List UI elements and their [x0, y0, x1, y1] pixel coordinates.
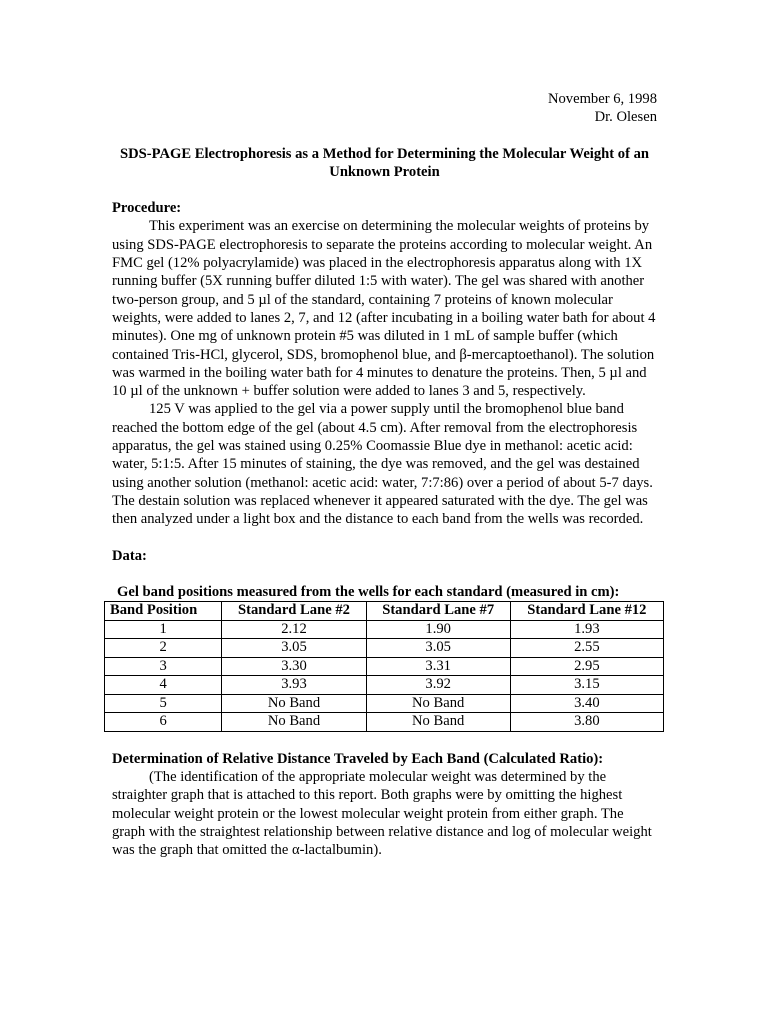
table-cell: 3.40	[510, 694, 663, 713]
table-row	[105, 713, 664, 732]
column-header: Standard Lane #2	[222, 602, 366, 621]
table-row	[105, 657, 664, 676]
table-cell: 4	[105, 676, 222, 695]
table-cell: No Band	[222, 694, 366, 713]
table-cell: 1.93	[510, 620, 663, 639]
table-cell: 3.05	[366, 639, 510, 658]
table-caption: Gel band positions measured from the wells for each standard (measured in cm):	[117, 583, 620, 600]
table-row	[105, 676, 664, 695]
table-cell: No Band	[222, 713, 366, 732]
table-row	[105, 694, 664, 713]
procedure-paragraph-1: This experiment was an exercise on determining the molecular weights of proteins by using SDS-PAGE electrophoresis to separate the proteins according to molecular weight. An FMC gel (12% polyacrylamide) was placed in the electrophoresis apparatus along with 1X running buffer (5X running buffer diluted 1:5 with water). The gel was shared with another two-person group, and 5 µl of the standard, containing 7 proteins of known molecular weights, were added to lanes 2, 7, and 12 (after incubating in a boiling water bath for about 4 minutes). One mg of unknown protein #5 was diluted in 1 mL of sample buffer (which contained Tris-HCl, glycerol, SDS, bromophenol blue, and β-mercaptoethanol). The solution was warmed in the boiling water bath for 4 minutes to denature the proteins. Then, 5 µl and 10 µl of the unknown + buffer solution were added to lanes 3 and 5, respectively.	[112, 218, 656, 400]
table-cell: 6	[105, 713, 222, 732]
table-cell: 3.30	[222, 657, 366, 676]
ratio-paragraph: (The identification of the appropriate molecular weight was determined by the straighter graph that is attached to this report. Both graphs were by omitting the highest molecular weight protein or the lowest molecular weight protein from either graph. The graph with the straightest relationship between relative distance and log of molecular weight was the graph that omitted the α-lactalbumin).	[112, 768, 652, 859]
table-cell: 5	[105, 694, 222, 713]
table-row	[105, 620, 664, 639]
table-cell: 2	[105, 639, 222, 658]
table-cell: 3.93	[222, 676, 366, 695]
table-cell: 3.15	[510, 676, 663, 695]
table-cell: 2.55	[510, 639, 663, 658]
column-header: Band Position	[105, 602, 222, 621]
gel-band-table	[104, 601, 664, 732]
table-cell: 3.31	[366, 657, 510, 676]
table-cell: 2.12	[222, 620, 366, 639]
document-title: SDS-PAGE Electrophoresis as a Method for Determining the Molecular Weight of an Unknown Protein	[120, 145, 649, 180]
table-row	[105, 639, 664, 658]
table-cell: 3.80	[510, 713, 663, 732]
column-header: Standard Lane #12	[510, 602, 663, 621]
table-header-row	[105, 602, 664, 621]
data-heading: Data:	[112, 547, 147, 564]
table-cell: 3	[105, 657, 222, 676]
table-cell: 2.95	[510, 657, 663, 676]
table-cell: No Band	[366, 713, 510, 732]
procedure-heading: Procedure:	[112, 200, 182, 217]
table-cell: 1.90	[366, 620, 510, 639]
table-cell: 1	[105, 620, 222, 639]
report-date: November 6, 1998	[547, 91, 657, 107]
procedure-paragraph-2: 125 V was applied to the gel via a power supply until the bromophenol blue band reached the bottom edge of the gel (about 4.5 cm). After removal from the electrophoresis apparatus, the gel was stained using 0.25% Coomassie Blue dye in methanol: acetic acid: water, 5:1:5. After 15 minutes of staining, the dye was removed, and the gel was destained using another solution (methanol: acetic acid: water, 7:7:86) over a period of about 5-7 days. The destain solution was replaced whenever it appeared saturated with the dye. The gel was then analyzed under a light box and the distance to each band from the wells was recorded.	[112, 401, 653, 528]
instructor-name: Dr. Olesen	[594, 109, 657, 126]
table-cell: 3.92	[366, 676, 510, 695]
column-header: Standard Lane #7	[366, 602, 510, 621]
ratio-heading: Determination of Relative Distance Traveled by Each Band (Calculated Ratio):	[112, 750, 604, 767]
document-page	[112, 90, 657, 859]
table-cell: 3.05	[222, 639, 366, 658]
document-header	[112, 90, 657, 127]
table-cell: No Band	[366, 694, 510, 713]
